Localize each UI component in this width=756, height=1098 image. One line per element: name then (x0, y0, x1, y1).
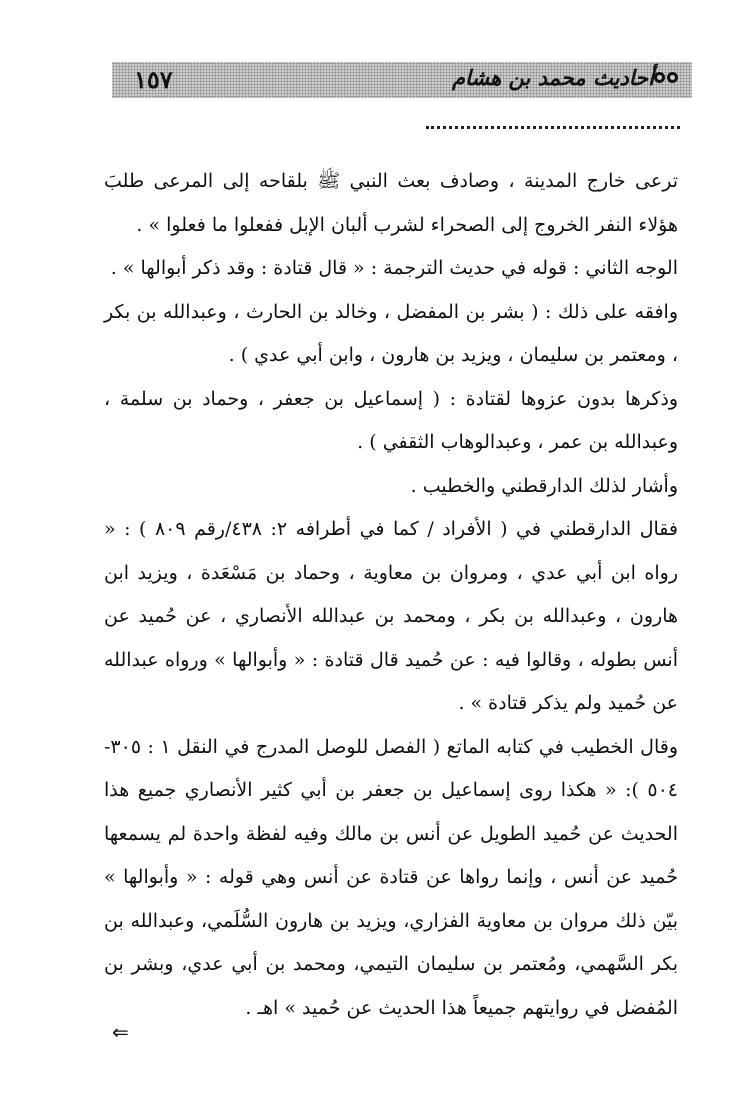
running-title-group (442, 65, 678, 90)
ring-icon (654, 72, 665, 83)
ring-icon (667, 72, 678, 83)
page-number: ١٥٧ (134, 65, 173, 94)
paragraph: وأشار لذلك الدارقطني والخطيب . (410, 474, 678, 497)
running-title: أحاديث محمد بن هشام (452, 65, 654, 90)
dotted-separator (426, 126, 680, 129)
paragraph: فقال الدارقطني في ( الأفراد / كما في أطرافه ٢: ٤٣٨/رقم ٨٠٩ ) : « رواه ابن أبي عدي ، ومروان بن معاوية ، وحماد بن مَسْعَدة ، ويزيد ابن هارون ، وعبدالله بن بكر ، ومحمد بن عبدالله الأنصاري ، عن حُميد عن أنس بطوله ، وقالوا فيه : عن حُميد قال قتادة : « وأبوالها » ورواه عبدالله عن حُميد ولم يذكر قتادة » . (104, 518, 678, 714)
continuation-arrow-icon: ⇐ (112, 1020, 129, 1044)
paragraph: وقال الخطيب في كتابه الماتع ( الفصل للوصل المدرج في النقل ١ : ٣٠٥- ٥٠٤ ): « هكذا روى إسماعيل بن جعفر بن أبي كثير الأنصاري جميع هذا الحديث عن حُميد الطويل عن أنس بن مالك وفيه لفظة واحدة لم يسمعها حُميد عن أنس ، وإنما رواها عن قتادة عن أنس وهي قوله : « وأبوالها » بيّن ذلك مروان بن معاوية الفزاري، ويزيد بن هارون السُّلَمي، وعبدالله بن بكر السَّهمي، ومُعتمر بن سليمان التيمي، ومحمد بن أبي عدي، وبشر بن المُفضل في روايتهم جميعاً هذا الحديث عن حُميد » اهـ . (104, 735, 678, 1019)
double-ring-ornament-icon (654, 72, 678, 83)
paragraph: ترعى خارج المدينة ، وصادف بعث النبي ﷺ بلقاحه إلى المرعى طلبَ هؤلاء النفر الخروج إلى الصحراء لشرب ألبان الإبل ففعلوا ما فعلوا » . (104, 170, 678, 236)
paragraph: وذكرها بدون عزوها لقتادة : ( إسماعيل بن جعفر ، وحماد بن سلمة ، وعبدالله بن عمر ، وعبدالوهاب الثقفي ) . (104, 387, 678, 453)
paragraph: وافقه على ذلك : ( بشر بن المفضل ، وخالد بن الحارث ، وعبدالله بن بكر ، ومعتمر بن سليمان ، ويزيد بن هارون ، وابن أبي عدي ) . (104, 300, 678, 366)
paragraph: الوجه الثاني : قوله في حديث الترجمة : « قال قتادة : وقد ذكر أبوالها » . (110, 257, 678, 279)
running-header (112, 62, 692, 98)
body-text (104, 160, 678, 1030)
